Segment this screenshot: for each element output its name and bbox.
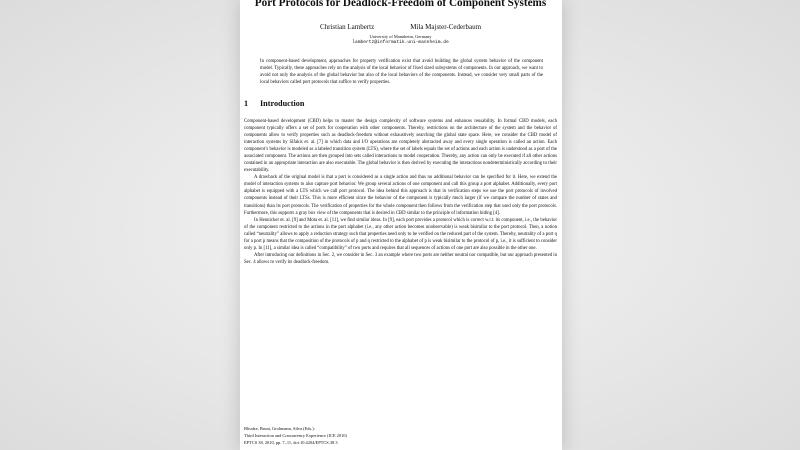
footer-line: Bliudze, Bruni, Grohmann, Silva (Eds.):: [244, 426, 315, 431]
page-content: [244, 0, 557, 266]
paragraph: In Hennicker et. al. [9] and Mota et. al. [11], we find similar ideas. In [9], each port provides a protocol which is correct w.r.t. its component, i.e., the behavior of the component restricted to the actions in the port alphabet (i.e., any other action becomes unobservable) is weak bisimilar to the port protocol. Then, a notion called “neutrality” allows to apply a reduction strategy such that properties need only to be verified on the reduced part of the system. Thereby, neutrality of a port q for a port p means that the composition of the protocols of p and q restricted to the alphabet of p is weak bisimilar to the protocol of p, i.e., it is sufficient to consider only p. In [11], a similar idea is called “compatibility” of two ports and requires that all sequences of actions of one port are also possible in the other one.: [244, 217, 557, 252]
author-name: Christian Lambertz: [319, 23, 375, 31]
author-list: [244, 23, 557, 31]
paragraph: A drawback of the original model is that a port is considered as a single action and thus no additional behavior can be specified for it. Here, we extend the model of interaction systems to also capture port behavior. We group several actions of one component and call this group a port alphabet. Additionally, every port alphabet is equipped with a LTS which we call port protocol. The idea behind this approach is that in verification steps we use the port protocols of involved components instead of their LTSs. This is more efficient since the behavior of the component is typically much larger (if we compare the number of states and transitions) than its port protocols. The verification of properties for the whole component then follows from the verification step that used only the port protocols. Furthermore, this supports a gray box view of the components that is desired in CBD similar to the principle of information hiding [4].: [244, 175, 557, 216]
affiliation: University of Mannheim, Germany: [369, 34, 432, 39]
author-name: Mila Majster-Cederbaum: [410, 23, 482, 31]
abstract: In component-based development, approaches for property verification exist that avoid building the global system behavior of the component model. Typically, these approaches rely on the analysis of the local behavior of fixed sized subsystems of components. In our approach, we want to avoid not only the analysis of the global behavior but also of the local behaviors of the components. Instead, we consider very small parts of the local behaviors called port protocols that suffice to verify properties.: [260, 59, 543, 85]
paper-page: [240, 0, 562, 450]
publication-footer: [244, 425, 557, 447]
footer-line: Third Interaction and Concurrency Experience (ICE 2010): [244, 433, 347, 439]
paragraph: After introducing our definitions in Sec. 2, we consider in Sec. 3 an example where two ports are neither neutral nor compatible, but our approach presented in Sec. 4 allows to verify its deadlock-freedom.: [244, 253, 557, 266]
section-number: 1: [244, 98, 249, 108]
section-title: Introduction: [260, 98, 305, 108]
paper-title: Port Protocols for Deadlock-Freedom of Component Systems: [254, 0, 547, 9]
author-email: lambertz@informatik.uni-mannheim.de: [352, 40, 449, 45]
footer-line: EPTCS 38, 2010, pp. 7–11, doi:10.4204/EPTCS.38.3: [244, 440, 338, 446]
section-heading: [244, 99, 557, 109]
section-body: [244, 118, 557, 267]
paragraph: Component-based development (CBD) helps to master the design complexity of software systems and enhances reusability. In formal CBD models, each component typically offers a set of ports for cooperation with other components. Thereby, restrictions on the architecture of the system and the behavior of components allow to verify properties such as deadlock-freedom without exhaustively searching the global state space. Here, we consider the CBD model of interaction systems by Sifakis et. al. [7] in which data and I/O operations are completely abstracted away and every single operation is called an action. Each component’s behavior is modeled as a labeled transition system (LTS), where the set of labels equals the set of actions and each action is understood as a port of the associated component. The actions are then grouped into sets called interactions to model cooperation. Thereby, any action can only be executed if all other actions contained in an appropriate interaction are also executable. The global behavior is then derived by executing the interactions nondeterministically according to their executability.: [244, 118, 557, 174]
